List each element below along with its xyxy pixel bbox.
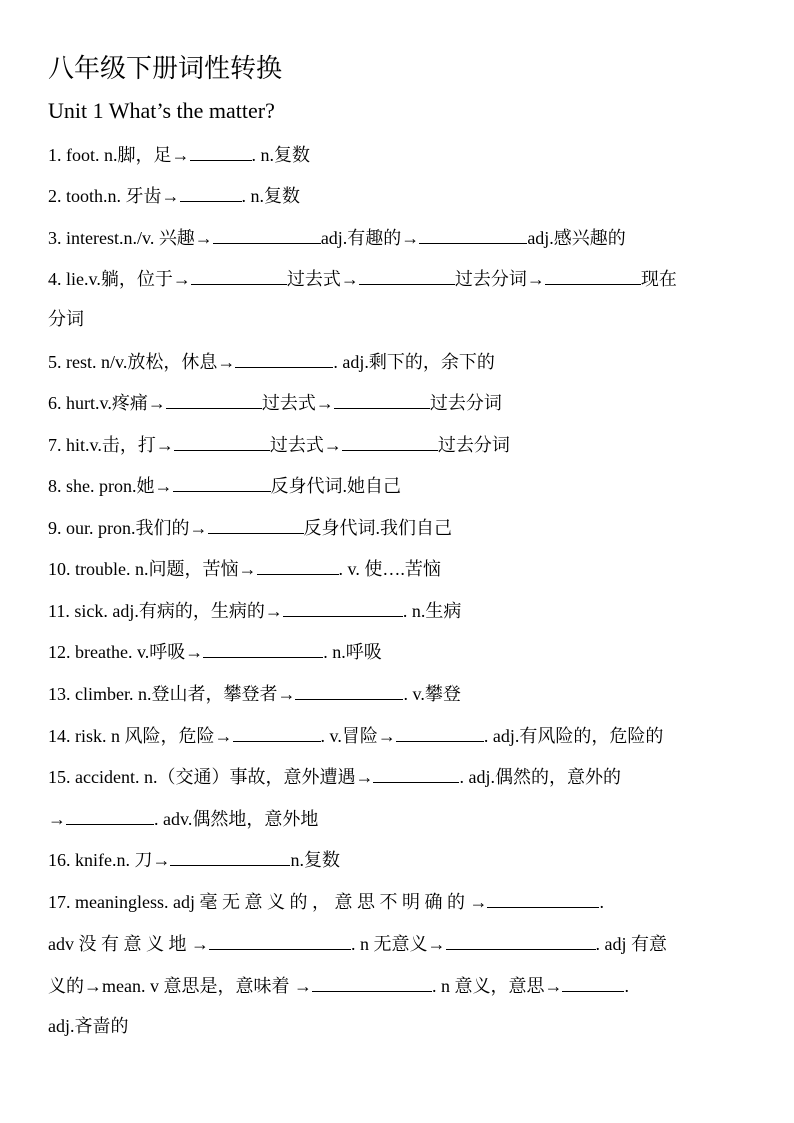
item-14-hint-2: . adj.有风险的，危险的 xyxy=(483,726,664,746)
item-4-hint-1: 过去式→ xyxy=(286,269,359,289)
exercise-item-8 xyxy=(48,471,401,499)
answer-blank[interactable] xyxy=(295,679,403,700)
exercise-item-13 xyxy=(48,679,461,707)
item-7-prompt: 7. hit.v.击，打→ xyxy=(48,435,174,455)
exercise-item-5 xyxy=(48,347,495,375)
item-17-hint-1: adv 没 有 意 义 地 → xyxy=(48,934,209,954)
answer-blank[interactable] xyxy=(174,430,270,451)
answer-blank[interactable] xyxy=(173,471,271,492)
answer-blank[interactable] xyxy=(213,223,321,244)
answer-blank[interactable] xyxy=(545,264,641,285)
item-6-hint-1: 过去式→ xyxy=(261,393,334,413)
answer-blank[interactable] xyxy=(562,971,624,992)
item-16-prompt: 16. knife.n. 刀→ xyxy=(48,850,171,870)
item-15-arrow: → xyxy=(48,809,66,829)
exercise-item-9 xyxy=(48,513,452,541)
answer-blank[interactable] xyxy=(359,264,455,285)
answer-blank[interactable] xyxy=(208,513,304,534)
exercise-item-15 xyxy=(48,762,621,790)
item-7-hint-2: 过去分词 xyxy=(437,435,510,455)
exercise-item-4-continued xyxy=(48,305,84,333)
answer-blank[interactable] xyxy=(203,637,323,658)
exercise-item-7 xyxy=(48,430,510,458)
item-8-prompt: 8. she. pron.她→ xyxy=(48,476,173,496)
item-15-hint-1: . adj.偶然的，意外的 xyxy=(459,767,621,787)
answer-blank[interactable] xyxy=(419,223,527,244)
exercise-item-10 xyxy=(48,554,441,582)
item-9-hint: 反身代词.我们自己 xyxy=(303,518,452,538)
item-2-prompt: 2. tooth.n. 牙齿→ xyxy=(48,186,180,206)
item-17-hint-4: 义的→mean. v 意思是，意味着 → xyxy=(48,976,312,996)
item-13-hint: . v.攀登 xyxy=(403,684,461,704)
exercise-item-15-continued xyxy=(48,804,318,832)
item-6-prompt: 6. hurt.v.疼痛→ xyxy=(48,393,166,413)
exercise-item-14 xyxy=(48,721,663,749)
exercise-item-17-line-4 xyxy=(48,1012,129,1040)
item-4-hint-2: 过去分词→ xyxy=(454,269,545,289)
item-17-hint-6: adj.吝啬的 xyxy=(48,1016,129,1036)
exercise-item-16 xyxy=(48,845,340,873)
answer-blank[interactable] xyxy=(66,804,154,825)
exercise-item-12 xyxy=(48,637,382,665)
item-5-prompt: 5. rest. n/v.放松，休息→ xyxy=(48,352,236,372)
item-2-hint: . n.复数 xyxy=(241,186,301,206)
exercise-item-17 xyxy=(48,887,604,915)
item-17-hint-2: . n 无意义→ xyxy=(351,934,446,954)
answer-blank[interactable] xyxy=(334,388,430,409)
item-1-prompt: 1. foot. n.脚，足→ xyxy=(48,145,190,165)
exercise-item-2 xyxy=(48,181,300,209)
item-3-hint-2: adj.感兴趣的 xyxy=(527,228,626,248)
answer-blank[interactable] xyxy=(373,762,459,783)
answer-blank[interactable] xyxy=(180,181,242,202)
answer-blank[interactable] xyxy=(487,887,599,908)
exercise-item-3 xyxy=(48,223,626,251)
item-3-prompt: 3. interest.n./v. 兴趣→ xyxy=(48,228,213,248)
page-title: 八年级下册词性转换 xyxy=(48,54,283,83)
exercise-item-4 xyxy=(48,264,677,292)
item-9-prompt: 9. our. pron.我们的→ xyxy=(48,518,208,538)
item-15-prompt: 15. accident. n.（交通）事故，意外遭遇→ xyxy=(48,767,374,787)
answer-blank[interactable] xyxy=(342,430,438,451)
answer-blank[interactable] xyxy=(170,845,290,866)
answer-blank[interactable] xyxy=(209,929,351,950)
item-4-hint-3: 现在 xyxy=(640,269,677,289)
item-10-hint: . v. 使….苦恼 xyxy=(338,559,441,579)
exercise-item-17-line-3 xyxy=(48,971,629,999)
answer-blank[interactable] xyxy=(166,388,262,409)
answer-blank[interactable] xyxy=(396,721,484,742)
exercise-item-17-line-2 xyxy=(48,929,667,957)
item-10-prompt: 10. trouble. n.问题，苦恼→ xyxy=(48,559,257,579)
item-15-hint-2: . adv.偶然地，意外地 xyxy=(154,809,319,829)
item-17-prompt: 17. meaningless. adj 毫 无 意 义 的 ， 意 思 不 明 确 的 → xyxy=(48,892,488,912)
item-11-prompt: 11. sick. adj.有病的，生病的→ xyxy=(48,601,283,621)
item-4-prompt: 4. lie.v.躺，位于→ xyxy=(48,269,191,289)
item-7-hint-1: 过去式→ xyxy=(269,435,342,455)
answer-blank[interactable] xyxy=(283,596,403,617)
exercise-item-11 xyxy=(48,596,461,624)
item-16-hint: n.复数 xyxy=(290,850,340,870)
item-3-hint-1: adj.有趣的→ xyxy=(320,228,420,248)
answer-blank[interactable] xyxy=(312,971,432,992)
item-1-hint: . n.复数 xyxy=(251,145,310,165)
unit-heading: Unit 1 What’s the matter? xyxy=(48,98,275,123)
answer-blank[interactable] xyxy=(257,554,339,575)
exercise-item-1 xyxy=(48,140,310,168)
item-11-hint: . n.生病 xyxy=(402,601,462,621)
answer-blank[interactable] xyxy=(446,929,596,950)
answer-blank[interactable] xyxy=(233,721,321,742)
item-13-prompt: 13. climber. n.登山者，攀登者→ xyxy=(48,684,296,704)
item-12-hint: . n.呼吸 xyxy=(323,642,382,662)
answer-blank[interactable] xyxy=(191,264,287,285)
answer-blank[interactable] xyxy=(190,140,252,161)
item-17-dot-1: . xyxy=(599,892,604,912)
item-17-hint-3: . adj 有意 xyxy=(595,934,667,954)
item-5-hint: . adj.剩下的，余下的 xyxy=(333,352,495,372)
item-6-hint-2: 过去分词 xyxy=(429,393,502,413)
item-12-prompt: 12. breathe. v.呼吸→ xyxy=(48,642,204,662)
item-8-hint: 反身代词.她自己 xyxy=(270,476,401,496)
item-4-hint-4: 分词 xyxy=(48,309,84,329)
item-14-prompt: 14. risk. n 风险，危险→ xyxy=(48,726,233,746)
answer-blank[interactable] xyxy=(235,347,333,368)
item-17-dot-2: . xyxy=(624,976,629,996)
item-17-hint-5: . n 意义，意思→ xyxy=(431,976,563,996)
exercise-item-6 xyxy=(48,388,502,416)
item-14-hint-1: . v.冒险→ xyxy=(320,726,396,746)
